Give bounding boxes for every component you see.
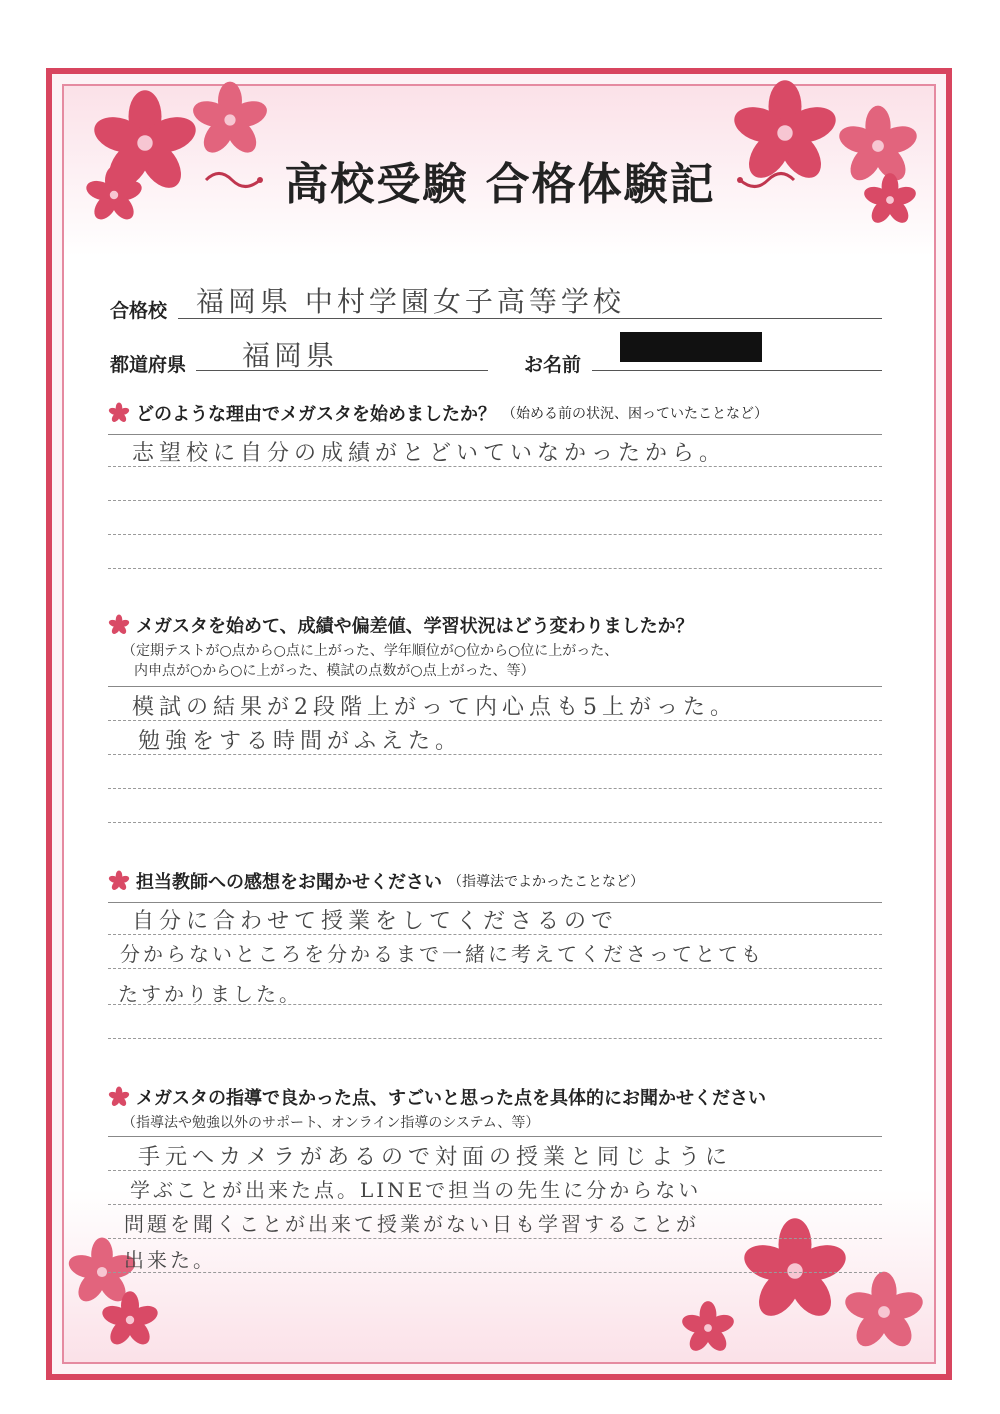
prefecture-label: 都道府県: [110, 354, 187, 376]
sakura-icon: [190, 80, 270, 160]
answer-rule: [108, 720, 882, 721]
name-label: お名前: [524, 354, 582, 376]
answer-rule: [108, 902, 882, 903]
prefecture-value: 福岡県: [242, 339, 339, 372]
answer-3-line-2: 分からないところを分かるまで一緒に考えてくださってとても: [120, 942, 764, 966]
ornament-swirl-icon: [204, 165, 264, 195]
question-2-sub-1: （定期テストが○点から○点に上がった、学年順位が○位から○位に上がった、: [122, 643, 619, 659]
school-label: 合格校: [110, 300, 168, 322]
sakura-icon: [680, 1300, 736, 1356]
question-2-title: [108, 612, 694, 638]
question-2-text: メガスタを始めて、成績や偏差値、学習状況はどう変わりましたか？: [136, 616, 694, 637]
sakura-bullet-icon: [108, 402, 130, 424]
answer-rule: [108, 1238, 882, 1239]
answer-3-line-3: たすかりました。: [118, 982, 302, 1006]
answer-2-line-2: 勉強をする時間がふえた。: [138, 729, 463, 754]
answer-rule: [108, 1038, 882, 1039]
answer-rule: [108, 754, 882, 755]
answer-rule: [108, 1136, 882, 1137]
question-1-text: どのような理由でメガスタを始めましたか？: [136, 404, 496, 425]
question-3-text: 担当教師への感想をお聞かせください: [136, 872, 442, 893]
answer-rule: [108, 1170, 882, 1171]
question-2-sub-2: 内申点が○から○に上がった、模試の点数が○点上がった、等）: [134, 663, 535, 679]
sakura-bullet-icon: [108, 614, 130, 636]
question-4-title: [108, 1084, 766, 1110]
answer-rule: [108, 1272, 882, 1273]
answer-rule: [108, 822, 882, 823]
answer-rule: [108, 500, 882, 501]
answer-rule: [108, 968, 882, 969]
answer-rule: [108, 934, 882, 935]
sakura-bullet-icon: [108, 870, 130, 892]
name-line: [592, 370, 882, 371]
ornament-swirl-icon: [736, 165, 796, 195]
sakura-icon: [100, 1290, 160, 1350]
answer-3-line-1: 自分に合わせて授業をしてくださるので: [132, 909, 619, 934]
answer-4-line-2: 学ぶことが出来た点。LINEで担当の先生に分からない: [130, 1178, 702, 1202]
answer-4-line-3: 問題を聞くことが出来て授業がない日も学習することが: [124, 1212, 699, 1236]
answer-rule: [108, 434, 882, 435]
answer-2-line-1: 模試の結果が2段階上がって内心点も5上がった。: [132, 695, 737, 720]
question-4-sub-1: （指導法や勉強以外のサポート、オンライン指導のシステム、等）: [122, 1115, 540, 1131]
question-3-title: [108, 868, 644, 894]
question-1-title: [108, 400, 768, 426]
answer-rule: [108, 466, 882, 467]
answer-rule: [108, 1004, 882, 1005]
sakura-bullet-icon: [108, 1086, 130, 1108]
prefecture-line: [196, 370, 488, 371]
page-title: 高校受験 合格体験記: [284, 159, 716, 210]
answer-rule: [108, 568, 882, 569]
answer-rule: [108, 686, 882, 687]
answer-1-line-1: 志望校に自分の成績がとどいていなかったから。: [132, 441, 727, 466]
redacted-name: [620, 332, 762, 362]
title-row: [0, 150, 1000, 210]
sakura-icon: [740, 1216, 850, 1326]
question-4-text: メガスタの指導で良かった点、すごいと思った点を具体的にお聞かせください: [136, 1088, 766, 1109]
answer-rule: [108, 534, 882, 535]
sakura-icon: [842, 1270, 926, 1354]
school-value: 福岡県 中村学園女子高等学校: [196, 285, 625, 318]
question-3-note: （指導法でよかったことなど）: [448, 874, 644, 890]
answer-rule: [108, 788, 882, 789]
answer-4-line-1: 手元へカメラがあるので対面の授業と同じように: [138, 1145, 733, 1170]
question-1-note: （始める前の状況、困っていたことなど）: [502, 406, 768, 422]
answer-4-line-4: 出来た。: [124, 1248, 216, 1272]
answer-rule: [108, 1204, 882, 1205]
